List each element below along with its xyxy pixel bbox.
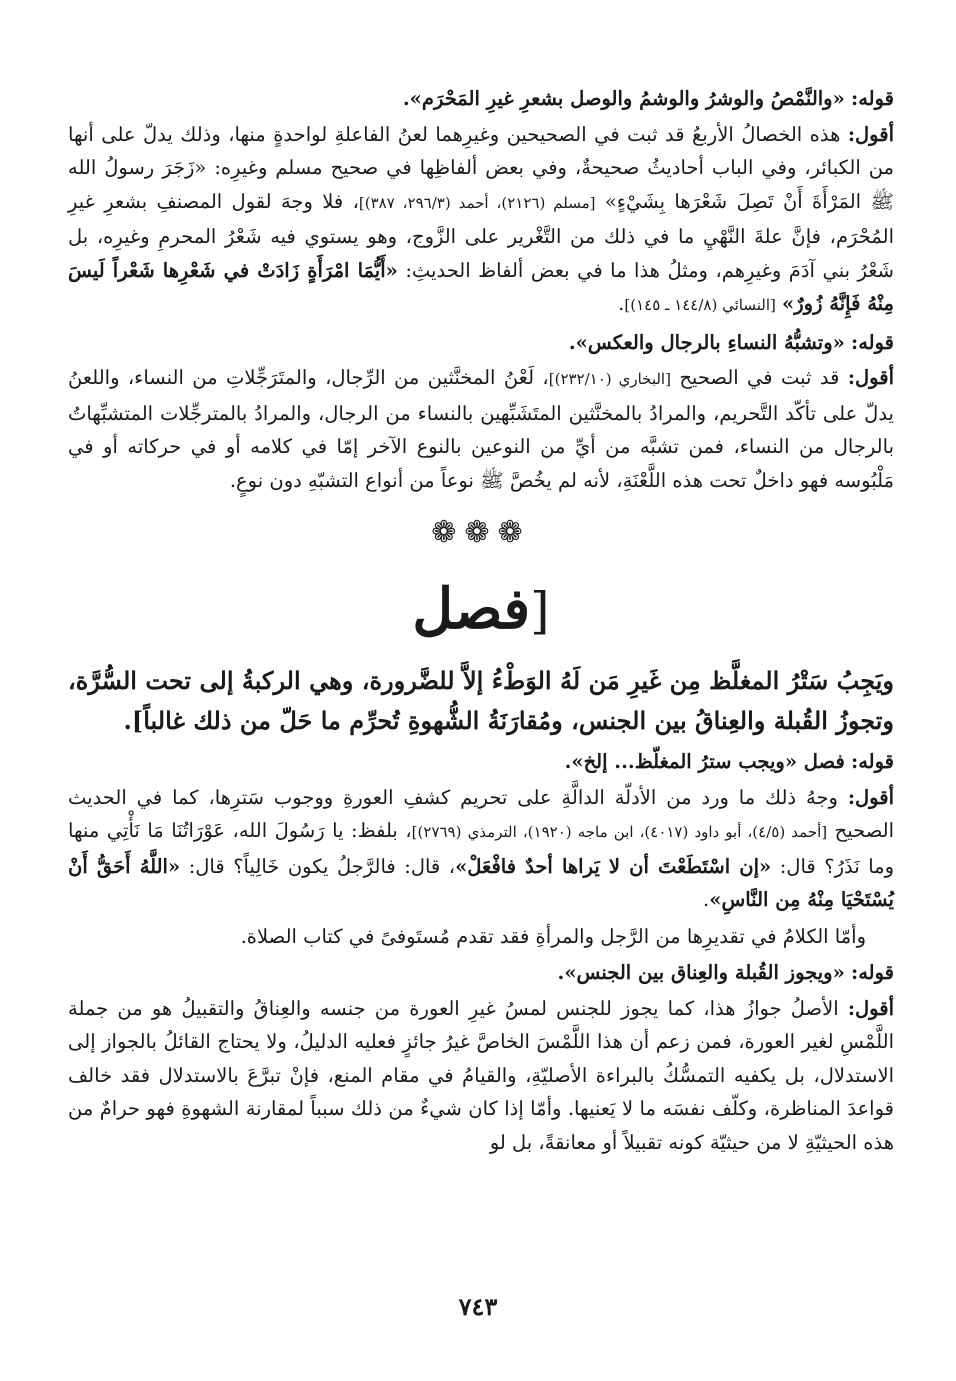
bracket: [ [530,582,550,640]
reference: [البخاري (٢٣٢/١٠)] [548,370,671,388]
qawluhu-label: قوله: [851,961,894,984]
aqulu-label: أقول: [847,122,894,146]
quoted-text: «ويجوز القُبلة والعِناق بين الجنس». [557,961,845,984]
section-heading [68,573,894,647]
qawluhu-label: قوله: [851,87,894,110]
page-number: ٧٤٣ [458,1292,498,1321]
body-paragraph: وأمّا الكلامُ في تقديرِها من الرَّجل والمرأةِ فقد تقدم مُستَوفىً في كتاب الصلاة. [240,924,866,948]
section-title: فصل [412,576,531,642]
commentary-response-3 [68,781,894,917]
body-text: ، بلفظ: يا رَسُولَ الله، عَوْرَاتُنَا مَا نَأْتِي منها وما نَذَرُ؟ قال: [68,819,895,878]
commentary-quote-4 [68,956,894,990]
hadith-quote: «اللَّهُ أَحَقُّ أَنْ يُسْتَحْيَا مِنْهُ مِن النَّاسِ» [68,854,894,911]
hadith-quote: «زَجَرَ رسولُ الله ﷺ المَرْأَةَ أَنْ تَصِلَ شَعْرَها بِشَيْءٍ» [68,156,895,213]
body-text: . [703,888,710,911]
commentary-response-4 [68,992,894,1160]
body-text: قد ثبت في الصحيح [679,366,840,389]
body-text: الأصلُ جوازُ هذا، كما يجوز للجنس لمسُ غيرِ العورة من جنسه والعِناقُ والتقبيلُ هو من جملة اللَّمْسِ لغير العورة، فمن زعم أن هذا اللَّمْسَ الخاصَّ غيرُ جائزٍ فعليه الدليلُ، ولا يحتاج القائلُ بالجواز إلى الاستدلال، بل يكفيه التمسُّكُ بالبراءة الأصليّةِ، والقيامُ في مقام المنع، فإنْ تبرَّعَ بالاستدلال فقد خالف قواعدَ المناظرة، وكلّف نفسَه ما لا يَعنيها. وأمّا إذا كان شيءٌ من ذلك سبباً لمقارنة الشهوةِ فهو حرامٌ من هذه الحيثيّةِ لا من حيثيّة كونه تقبيلاً أو معانقةً، بل لو [68,996,894,1154]
commentary-response-2 [68,361,894,497]
reference: [مسلم (٢١٢٦)، أحمد (٢٩٦/٣، ٣٨٧)] [358,193,596,212]
aqulu-label: أقول: [847,785,894,809]
commentary-quote-3 [68,745,894,779]
qawluhu-label: قوله: [851,750,894,773]
reference: [أحمد (٤/٥)، أبو داود (٤٠١٧)، ابن ماجه (١٩٢٠)، الترمذي (٢٧٦٩)] [411,823,828,841]
matn-text: ويَجِبُ سَتْرُ المغلَّظ مِن غَيرِ مَن لَهُ الوَطْءُ إلاَّ للضَّرورة، وهي الركبةُ إلى تحت السُّرَّة، وتجوزُ القُبلة والعِناقُ بين الجنس، ومُقارَنَةُ الشُّهوةِ تُحرِّم ما حَلّ من ذلك غالباً]. [68,666,894,735]
commentary-quote-1 [68,82,894,116]
commentary-quote-2 [68,326,894,360]
quoted-text: «وتشبُّهُ النساءِ بالرجال والعكس». [568,330,845,354]
qawluhu-label: قوله: [851,330,894,354]
section-separator: ❁❁❁ [431,515,531,550]
aqulu-label: أقول: [847,366,894,389]
body-text: وجهُ ذلك ما ورد من الأدلّة الدالَّةِ على تحريم كشفِ العورةِ ووجوب سَترِها، كما في الحديث الصحيح [68,785,894,842]
body-text: ، فلا وجهَ لقول المصنفِ بشعرِ غيرِ المُحْرَم، فإنَّ علةَ النَّهْيِ ما في ذلك من التَّغْرير على الزَّوج، وهو يستوي فيه شَعْرُ المحرمِ وغيرِه، بل شَعْرُ بني آدَمَ وغيرِهم، ومثلُ هذا ما في بعض ألفاظ الحديثِ: [68,189,895,282]
body-text: . [618,292,625,315]
body-text: ، قال: فالرَّجلُ يكون خَالِياً؟ قال: [188,854,456,878]
aqulu-label: أقول: [847,996,894,1020]
quoted-text: «والنَّمْصُ والوشرُ والوشمُ والوصل بشعرِ غيرِ المَحْرَم». [402,87,845,110]
hadith-quote: «أَيُّمَا امْرَأَةٍ زَادَتْ في شَعْرِها شَعْراً لَيسَ مِنْهُ فَإِنَّهُ زُورٌ» [68,258,894,315]
commentary-response-1 [68,118,894,323]
body-text: ، لَعْنُ المخنَّثين من الرِّجال، والمتَرَجِّلاتِ من النساء، واللعنُ يدلّ على تأكّد التَّحريم، والمرادُ بالمخنَّثين المتَشَبِّهين بالنساء من الرجال، والمرادُ بالمترجِّلات المتشبِّهاتُ بالرجال من النساء، فمن تشبَّه من أيِّ من النوعين بالنوع الآخر إمّا في كلامه أو في حركاته أو في مَلْبُوسه فهو داخلٌ تحت هذه اللَّعْنَةِ، لأنه لم يخُصَّ ﷺ نوعاً من أنواع التشبّهِ دون نوعٍ. [68,366,894,492]
body-text: هذه الخصالُ الأربعُ قد ثبت في الصحيحين وغيرِهما لعنُ الفاعلةِ لواحدةٍ منها، وذلك يدلّ على أنها من الكبائر، وفي الباب أحاديثُ صحيحةٌ، وفي بعض ألفاظِها في صحيح مسلم وغيرِه: [68,122,895,179]
quoted-text: فصل «ويجب سترُ المغلّظ... إلخ». [564,750,845,773]
reference: [النسائي (١٤٤/٨ ـ ١٤٥)] [624,296,776,314]
hadith-quote: «إن اسْتَطَعْتَ أن لا يَراها أحدٌ فافْعَلْ» [455,854,772,878]
